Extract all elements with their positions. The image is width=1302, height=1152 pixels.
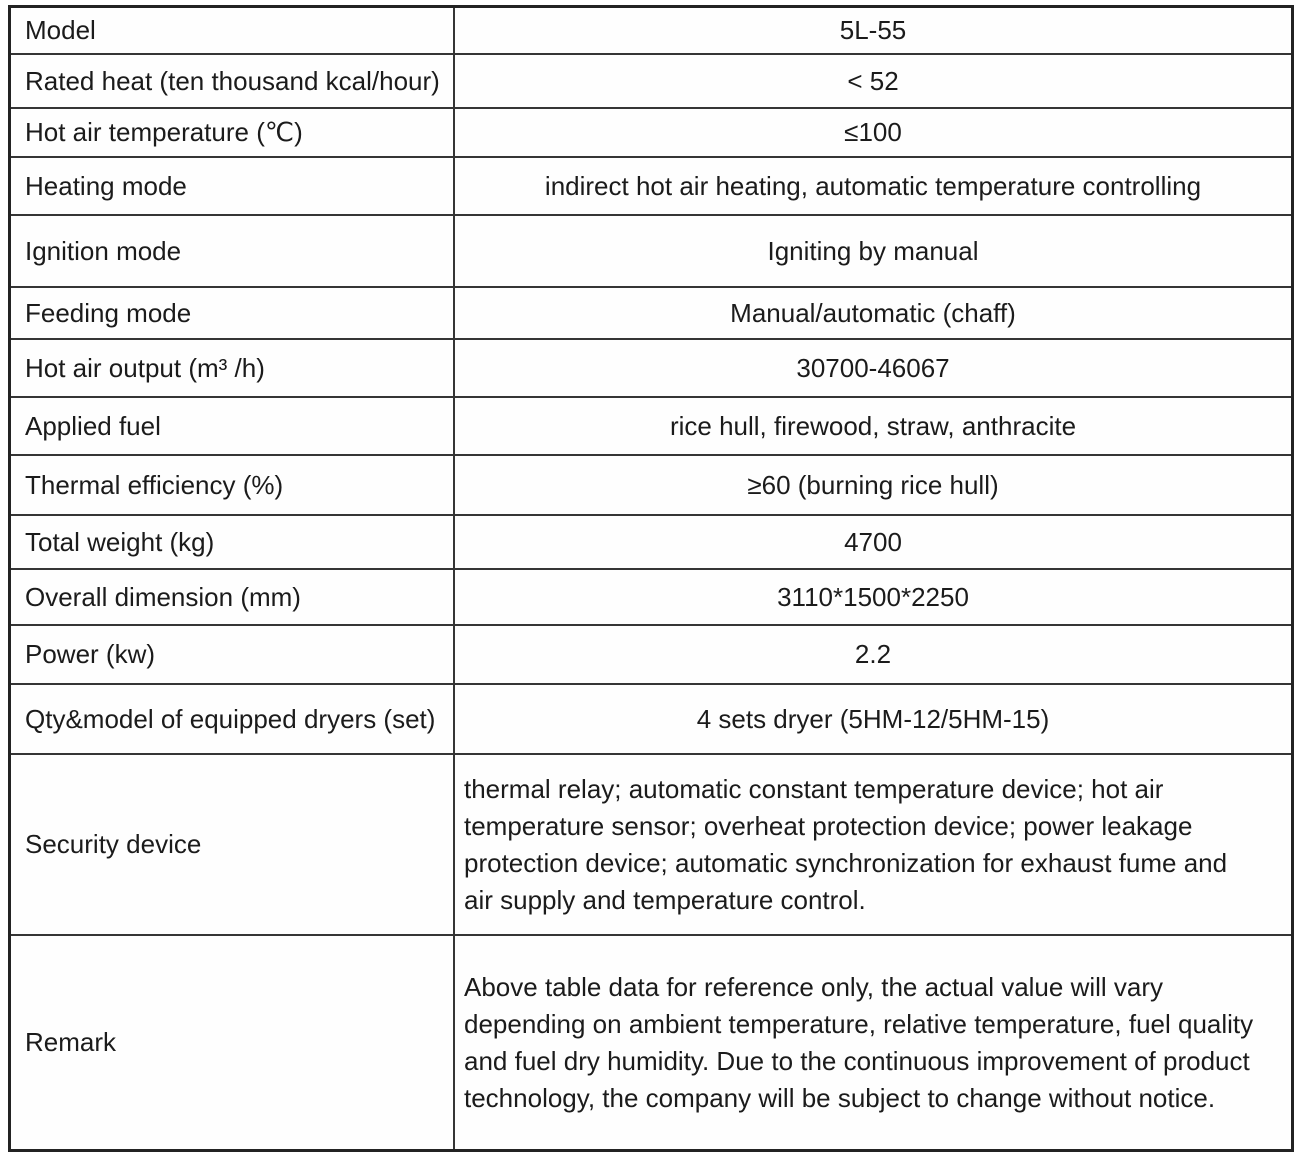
spec-label-applied-fuel: Applied fuel [11,398,455,454]
spec-value-hot-air-temperature: ≤100 [844,117,902,148]
spec-label-model: Model [11,8,455,53]
table-row-applied-fuel [11,398,1291,456]
table-row-overall-dimension [11,570,1291,626]
spec-label-ignition-mode: Ignition mode [11,216,455,286]
spec-value-security-device: thermal relay; automatic constant temperature device; hot air temperature sensor; overheat protection device; power leakage protection device; automatic synchronization for exhaust fume and air supply and temperature control. [464,773,1228,915]
table-row-equipped-dryers [11,685,1291,755]
spec-value-power: 2.2 [854,639,892,670]
spec-value-overall-dimension: 3110*1500*2250 [777,581,969,612]
spec-label-thermal-efficiency: Thermal efficiency (%) [11,456,455,514]
spec-value-equipped-dryers: 4 sets dryer (5HM-12/5HM-15) [696,703,1050,734]
spec-table [8,5,1294,1152]
spec-value-feeding-mode: Manual/automatic (chaff) [730,297,1016,328]
spec-value-ignition-mode: Igniting by manual [767,235,979,266]
table-row-thermal-efficiency [11,456,1291,516]
table-row-ignition-mode [11,216,1291,288]
spec-label-heating-mode: Heating mode [11,158,455,214]
table-row-remark [11,936,1291,1149]
table-row-total-weight [11,516,1291,570]
spec-label-rated-heat: Rated heat (ten thousand kcal/hour) [11,55,455,107]
spec-value-heating-mode: indirect hot air heating, automatic temperature controlling [544,170,1202,201]
spec-label-overall-dimension: Overall dimension (mm) [11,570,455,624]
spec-label-feeding-mode: Feeding mode [11,288,455,338]
table-row-heating-mode [11,158,1291,216]
spec-label-hot-air-temperature: Hot air temperature (℃) [11,109,455,156]
table-row-hot-air-output [11,340,1291,398]
spec-value-thermal-efficiency: ≥60 (burning rice hull) [747,469,999,500]
spec-label-power: Power (kw) [11,626,455,683]
spec-value-model: 5L-55 [839,15,907,46]
spec-value-applied-fuel: rice hull, firewood, straw, anthracite [669,410,1077,441]
spec-label-security-device: Security device [11,755,455,934]
table-row-feeding-mode [11,288,1291,340]
table-row-rated-heat [11,55,1291,109]
spec-label-hot-air-output: Hot air output (m³ /h) [11,340,455,396]
table-row-model [11,8,1291,55]
table-row-power [11,626,1291,685]
spec-label-total-weight: Total weight (kg) [11,516,455,568]
spec-value-rated-heat: < 52 [847,65,899,96]
spec-label-equipped-dryers: Qty&model of equipped dryers (set) [11,685,455,753]
table-row-security-device [11,755,1291,936]
spec-label-remark: Remark [11,936,455,1149]
spec-value-total-weight: 4700 [844,526,902,557]
spec-value-hot-air-output: 30700-46067 [796,352,950,383]
spec-value-remark: Above table data for reference only, the actual value will vary depending on ambient temperature, relative temperature, fuel quality and fuel dry humidity. Due to the continuous improvement of product technology, the company will be subject to change without notice. [464,971,1254,1113]
table-row-hot-air-temperature [11,109,1291,158]
